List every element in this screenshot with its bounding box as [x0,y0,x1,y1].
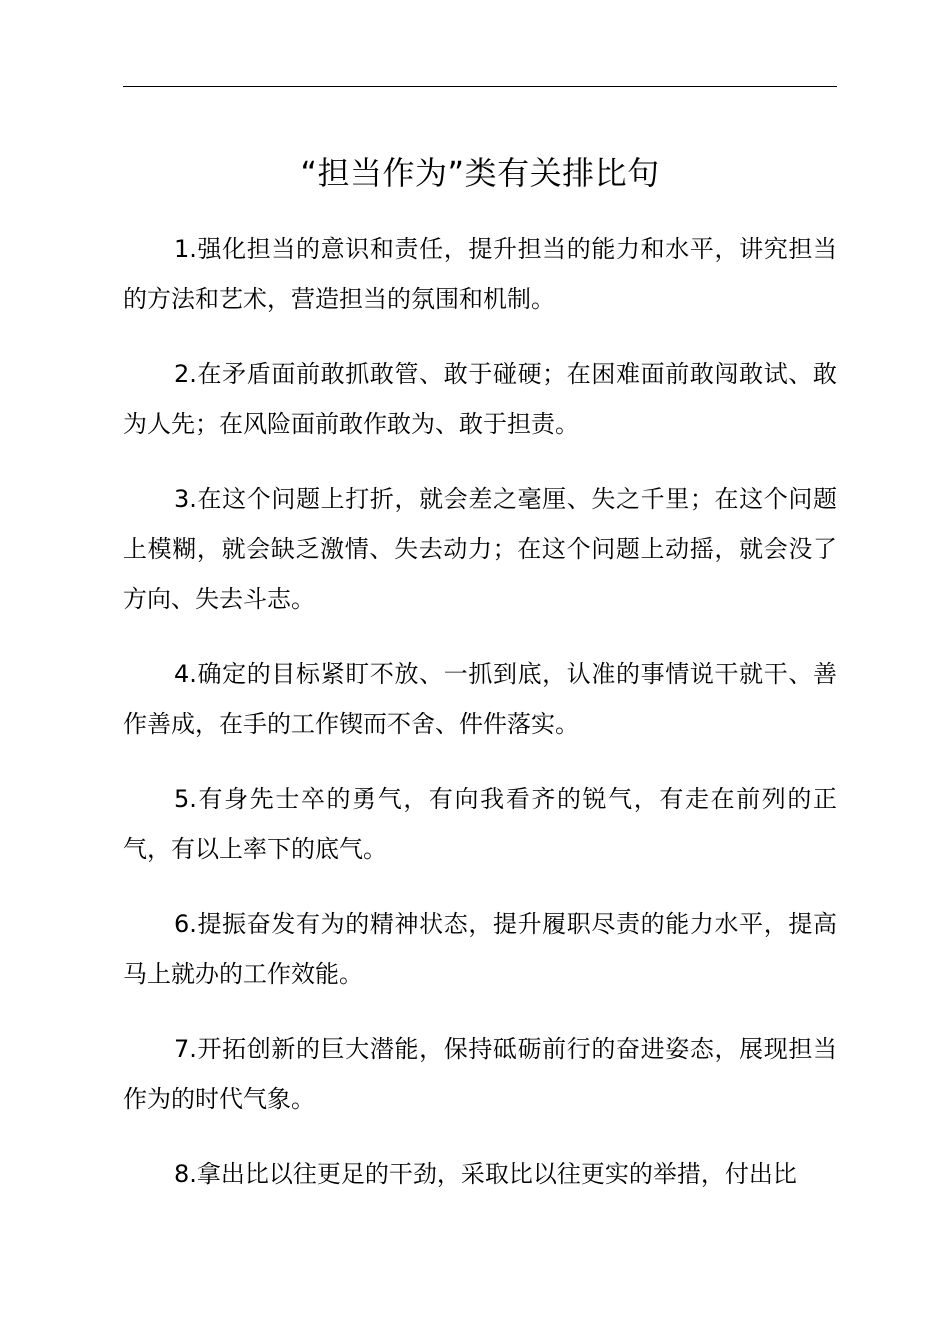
paragraph-7: 7.开拓创新的巨大潜能，保持砥砺前行的奋进姿态，展现担当作为的时代气象。 [123,1035,837,1113]
paragraph-6: 6.提振奋发有为的精神状态，提升履职尽责的能力水平，提高马上就办的工作效能。 [123,910,837,988]
paragraph-1: 1.强化担当的意识和责任，提升担当的能力和水平，讲究担当的方法和艺术，营造担当的氛围和机制。 [123,235,837,313]
document-body [123,224,837,1224]
paragraph-5: 5.有身先士卒的勇气，有向我看齐的锐气，有走在前列的正气，有以上率下的底气。 [123,785,837,863]
paragraph-3: 3.在这个问题上打折，就会差之毫厘、失之千里；在这个问题上模糊，就会缺乏激情、失去动力；在这个问题上动摇，就会没了方向、失去斗志。 [123,485,837,613]
header-rule [123,86,837,87]
paragraph-2: 2.在矛盾面前敢抓敢管、敢于碰硬；在困难面前敢闯敢试、敢为人先；在风险面前敢作敢为、敢于担责。 [123,360,837,438]
paragraph-4: 4.确定的目标紧盯不放、一抓到底，认准的事情说干就干、善作善成，在手的工作锲而不舍、件件落实。 [123,660,837,738]
paragraph-8: 8.拿出比以往更足的干劲，采取比以往更实的举措，付出比 [174,1160,797,1188]
page-title: “担当作为”类有关排比句 [300,154,660,192]
